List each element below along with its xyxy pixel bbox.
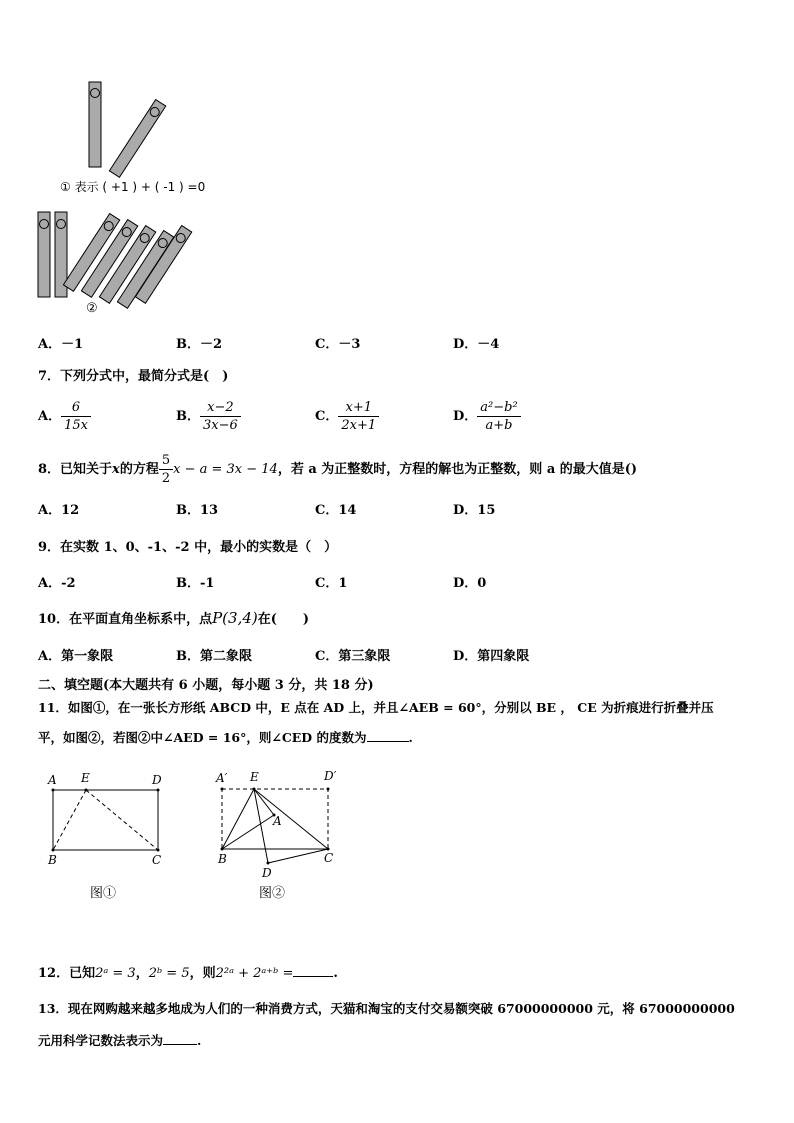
q10-option-d: D．第四象限 <box>453 649 530 664</box>
figure2-label: 图② <box>259 886 286 901</box>
q10-option-a: A．第一象限 <box>38 649 114 664</box>
q8-option-c: C．14 <box>315 503 357 518</box>
q8-option-a: A．12 <box>38 503 80 518</box>
q8-option-b: B．13 <box>176 503 219 518</box>
label-e: E <box>250 770 259 784</box>
label-b: B <box>48 853 57 867</box>
q8-option-d: D．15 <box>453 503 496 518</box>
label-d: D <box>152 773 162 787</box>
q10-option-c: C．第三象限 <box>315 649 391 664</box>
label-c: C <box>324 851 334 865</box>
q7-stem: 7．下列分式中，最简分式是( ) <box>38 369 229 384</box>
q13-line1: 13．现在网购越来越多地成为人们的一种消费方式，天猫和淘宝的支付交易额突破 67000000000 元，将 67000000000 <box>38 1001 735 1016</box>
label-d-prime: D′ <box>324 769 337 783</box>
label-d: D <box>262 866 272 880</box>
section-heading: 二、填空题(本大题共有 6 小题，每小题 3 分，共 18 分) <box>38 678 374 693</box>
figure1-caption: ① 表示 ( +1 ) + ( -1 ) =0 <box>60 180 206 194</box>
figure1-label: 图① <box>90 886 117 901</box>
q7-option-a: A． $\frac{6}{15x}$ <box>38 399 91 434</box>
q9-option-b: B．-1 <box>176 576 215 591</box>
q9-stem: 9．在实数 1、0、-1、-2 中，最小的实数是（ ） <box>38 540 338 555</box>
q12-stem: 12．已知2ᵃ = 3，2ᵇ = 5，则2²ᵃ + 2ᵃ⁺ᵇ = . <box>38 966 338 981</box>
q6-option-a: A．－1 <box>38 337 84 352</box>
q6-option-d: D．－4 <box>453 337 500 352</box>
q9-option-d: D．0 <box>453 576 487 591</box>
q7-option-d: D． $\frac{\text{a²−b²}}{a+b}$ <box>453 399 521 434</box>
label-c: C <box>152 853 162 867</box>
q13-line2: 元用科学记数法表示为 . <box>38 1033 202 1048</box>
label-e: E <box>81 771 90 785</box>
figure-rectangle-1 <box>40 768 180 868</box>
q11-line2: 平，如图②，若图②中∠AED = 16°，则∠CED 的度数为 . <box>38 730 413 745</box>
q11-line1: 11．如图①，在一张长方形纸 ABCD 中，E 点在 AD 上，并且∠AEB = 60°，分别以 BE ， CE 为折痕进行折叠并压 <box>38 700 714 715</box>
q6-option-b: B．－2 <box>176 337 223 352</box>
q10-option-b: B．第二象限 <box>176 649 252 664</box>
figure-rectangle-2 <box>210 765 350 885</box>
figure2-caption: ② <box>86 301 98 316</box>
label-a-prime: A′ <box>216 771 228 785</box>
q6-option-c: C．－3 <box>315 337 361 352</box>
q8-stem: 8．已知关于x的方程 $\frac{5}{2}$ x − a = 3x − 14，若 a 为正整数时，方程的解也为正整数，则 a 的最大值是() <box>38 453 638 486</box>
sticks-figure <box>30 75 230 315</box>
label-a: A <box>48 773 57 787</box>
q7-option-b: B． $\frac{x-2}{3x-6}$ <box>176 399 241 434</box>
label-b: B <box>218 852 227 866</box>
q7-option-c: C． $\frac{x+1}{2x+1}$ <box>315 399 379 434</box>
q9-option-c: C．1 <box>315 576 348 591</box>
q10-stem: 10．在平面直角坐标系中，点P(3,4)在( ) <box>38 609 310 627</box>
label-a: A <box>273 814 282 828</box>
q9-option-a: A．-2 <box>38 576 76 591</box>
